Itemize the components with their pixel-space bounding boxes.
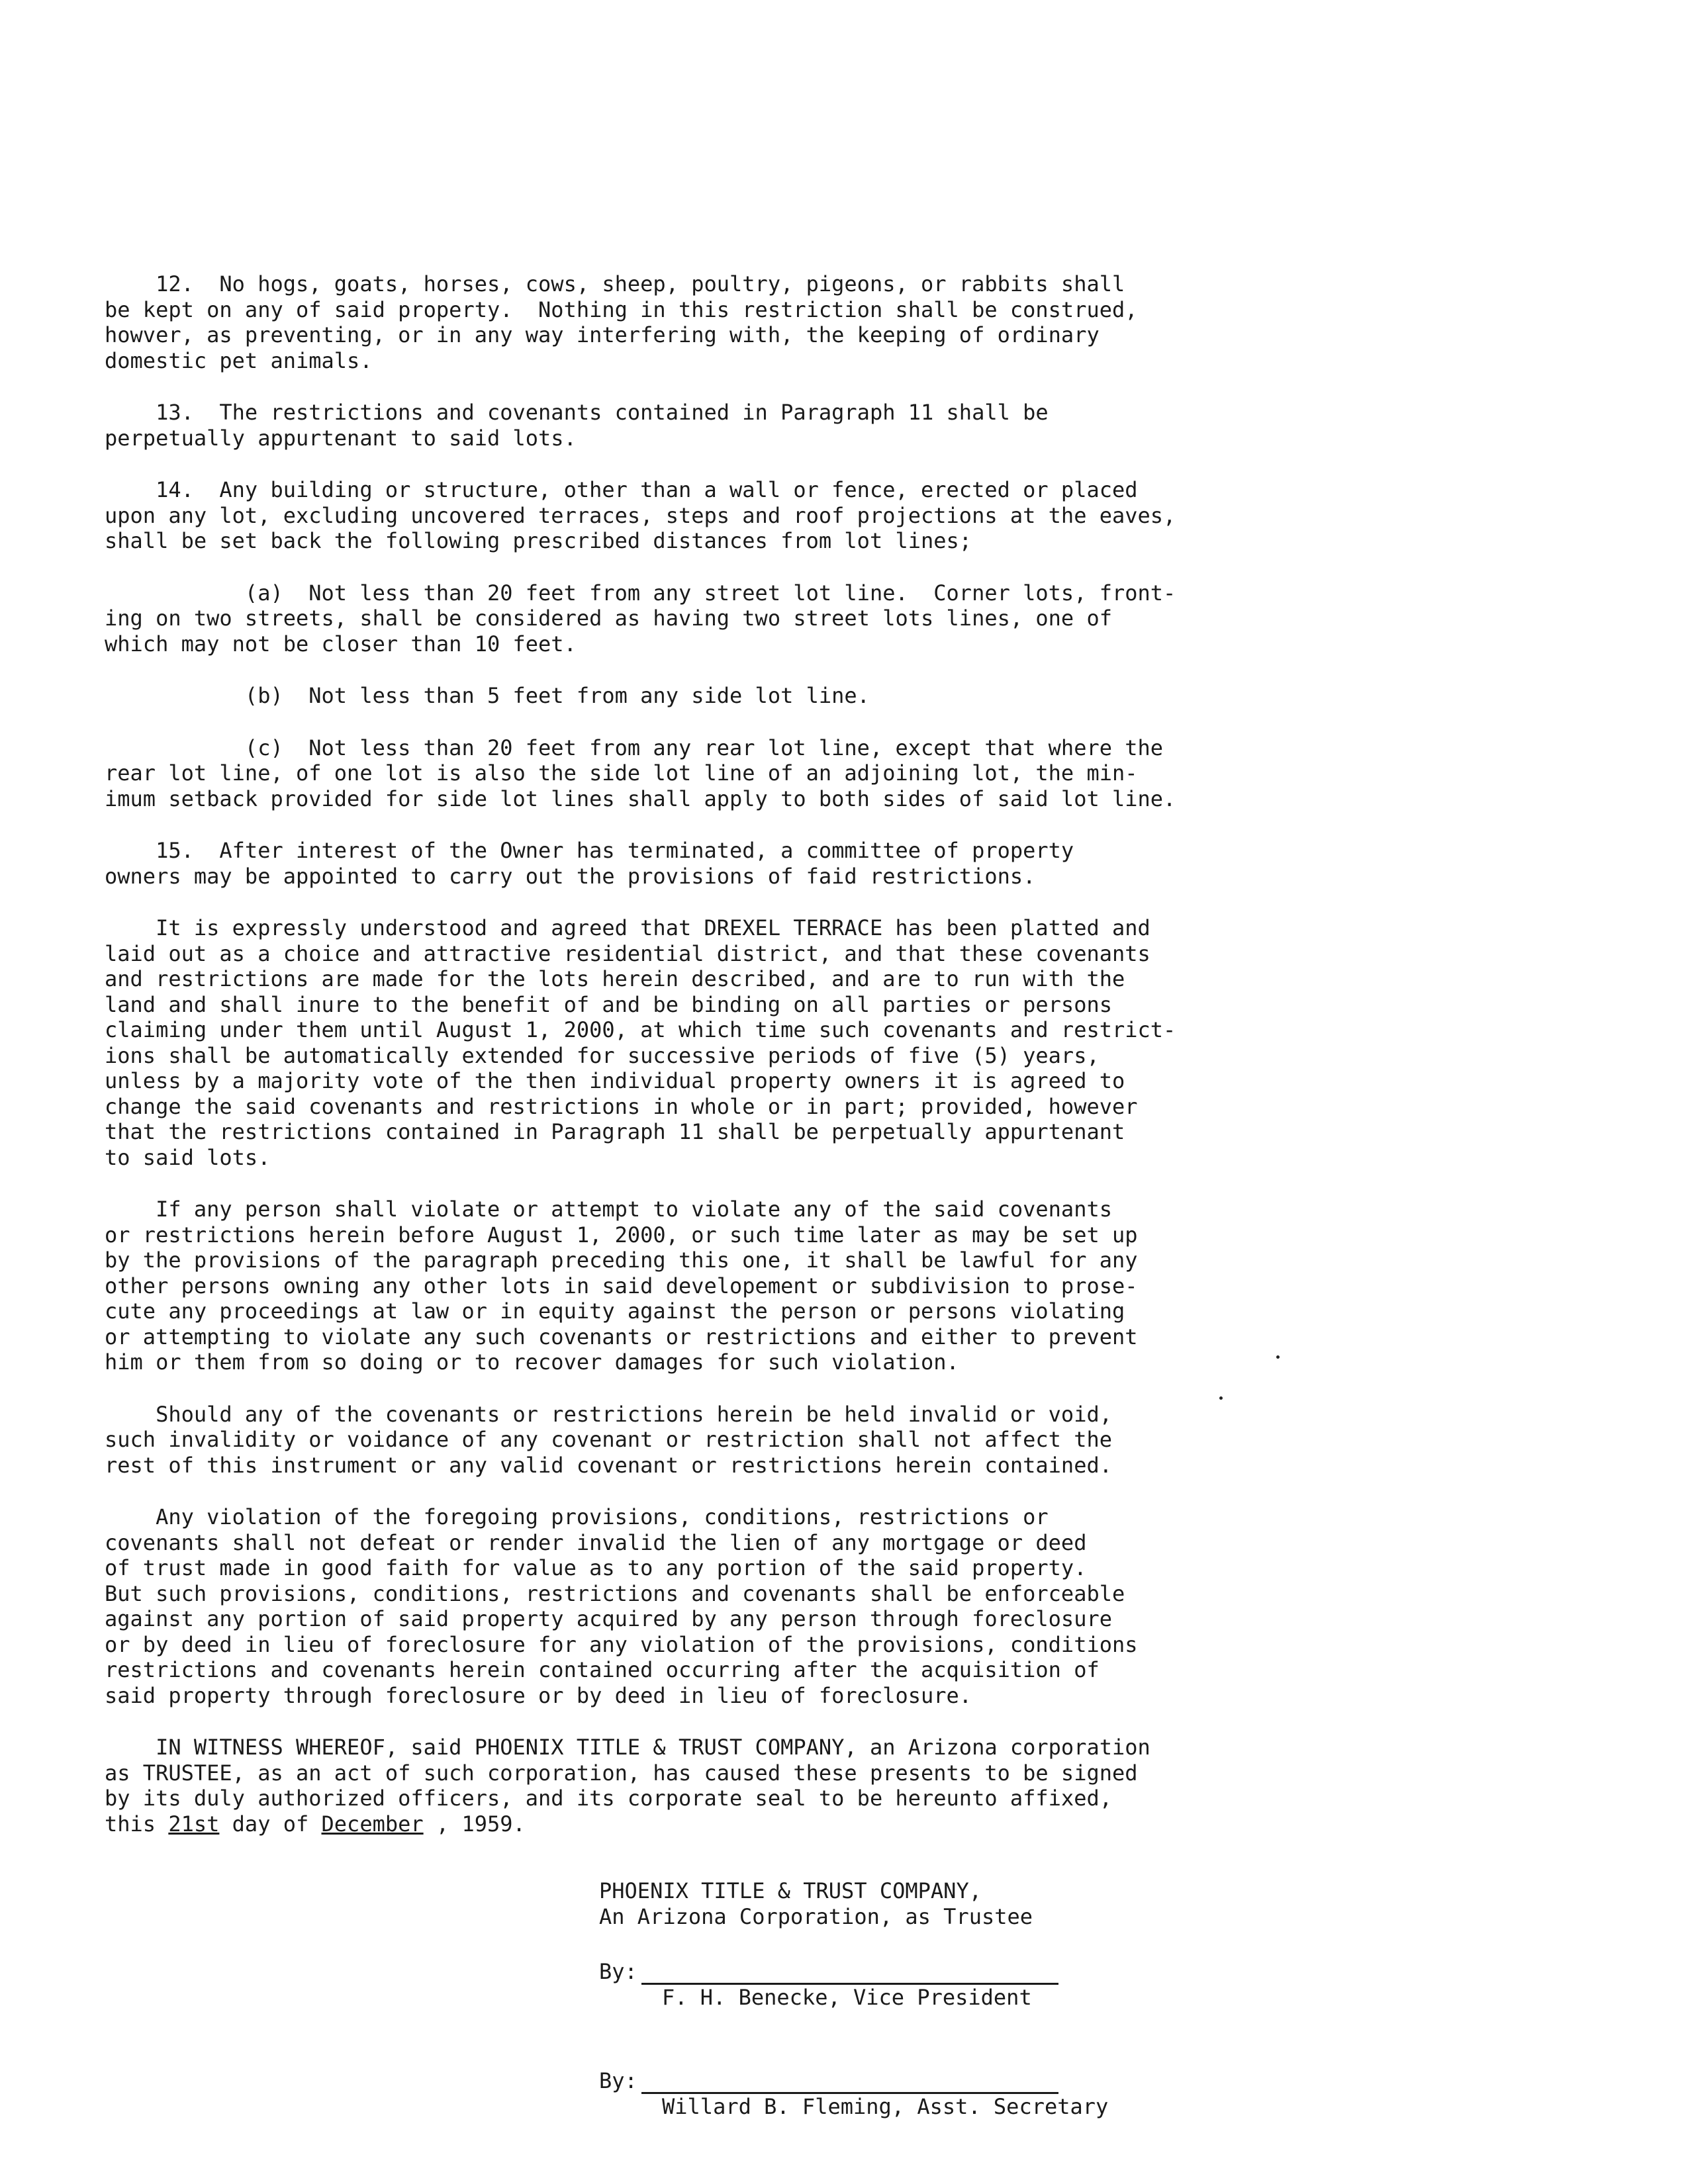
text-line: If any person shall violate or attempt to violate any of the said covenants	[105, 1197, 1112, 1222]
text-line: (c) Not less than 20 feet from any rear lot line, except that where the	[105, 735, 1164, 760]
signature-rule	[641, 1963, 1058, 1985]
scan-speck	[1219, 1396, 1223, 1400]
paragraph-p14	[105, 477, 1270, 554]
text-line: rear lot line, of one lot is also the side lot line of an adjoining lot, the min-	[105, 760, 1138, 786]
text-line: upon any lot, excluding uncovered terraces, steps and roof projections at the eaves,	[105, 502, 1176, 528]
text-line: be kept on any of said property. Nothing in this restriction shall be construed,	[105, 296, 1138, 322]
text-line: Should any of the covenants or restrictions herein be held invalid or void,	[105, 1401, 1112, 1427]
text-line: of trust made in good faith for value as to any portion of the said property.	[105, 1555, 1087, 1580]
witness-month: December	[321, 1811, 424, 1837]
text-line: rest of this instrument or any valid covenant or restrictions herein contained.	[105, 1452, 1112, 1478]
witness-day: 21st	[168, 1811, 220, 1837]
paragraph-p13	[105, 400, 1270, 451]
text-line: to said lots.	[105, 1144, 271, 1170]
text-line: land and shall inure to the benefit of and be binding on all parties or persons	[105, 991, 1112, 1017]
text-line: domestic pet animals.	[105, 347, 373, 373]
text-line: ions shall be automatically extended for successive periods of five (5) years,	[105, 1042, 1100, 1068]
text-line: by the provisions of the paragraph preceding this one, it shall be lawful for any	[105, 1248, 1138, 1273]
signature-company-block	[599, 1878, 1033, 1929]
paragraph-p-violate	[105, 1197, 1270, 1375]
document-body	[105, 271, 1270, 1863]
paragraphs	[105, 271, 1270, 1708]
scan-speck	[1276, 1355, 1280, 1359]
text-line: against any portion of said property acquired by any person through foreclosure	[105, 1606, 1112, 1631]
signer-name: F. H. Benecke, Vice President	[662, 1984, 1032, 2010]
text-line: 14. Any building or structure, other than a wall or fence, erected or placed	[105, 477, 1138, 502]
text-line: or by deed in lieu of foreclosure for any violation of the provisions, conditions	[105, 1631, 1138, 1657]
paragraph-p14c	[105, 735, 1270, 812]
text-line: or restrictions herein before August 1, 2000, or such time later as may be set up	[105, 1222, 1138, 1248]
text-line: other persons owning any other lots in said developement or subdivision to prose-	[105, 1273, 1138, 1298]
text-line: 15. After interest of the Owner has terminated, a committee of property	[105, 838, 1074, 863]
text-line: said property through foreclosure or by deed in lieu of foreclosure.	[105, 1682, 972, 1708]
text-line: that the restrictions contained in Paragraph 11 shall be perpetually appurtenant	[105, 1119, 1125, 1144]
paragraph-p14a	[105, 580, 1270, 657]
text-line: imum setback provided for side lot lines shall apply to both sides of said lot line.	[105, 786, 1176, 811]
text-line: which may not be closer than 10 feet.	[105, 631, 577, 657]
text-line: such invalidity or voidance of any covenant or restriction shall not affect the	[105, 1427, 1112, 1452]
witness-date-line: this 21st day of December , 1959.	[105, 1811, 526, 1837]
text-line: restrictions and covenants herein contained occurring after the acquisition of	[105, 1657, 1100, 1682]
witness-line: as TRUSTEE, as an act of such corporation, has caused these presents to be signed	[105, 1760, 1138, 1786]
paragraph-p-invalid	[105, 1402, 1270, 1479]
paragraph-p15	[105, 838, 1270, 889]
text-line: change the said covenants and restrictions in whole or in part; provided, however	[105, 1093, 1138, 1119]
text-line: It is expressly understood and agreed that DREXEL TERRACE has been platted and	[105, 915, 1150, 940]
signature-line-1	[599, 1959, 1058, 2010]
text-line: claiming under them until August 1, 2000, at which time such covenants and restrict-	[105, 1017, 1176, 1042]
text-line: shall be set back the following prescribed distances from lot lines;	[105, 528, 972, 553]
text-line: cute any proceedings at law or in equity against the person or persons violating	[105, 1298, 1125, 1324]
signature-line-2	[599, 2068, 1108, 2119]
signature-rule	[641, 2072, 1058, 2094]
by-label: By:	[599, 1959, 637, 1984]
by-label: By:	[599, 2068, 637, 2093]
paragraph-p-mortgage	[105, 1504, 1270, 1708]
text-line: him or them from so doing or to recover damages for such violation.	[105, 1349, 959, 1375]
paragraph-p14b	[105, 683, 1270, 709]
paragraph-p-understood	[105, 915, 1270, 1170]
text-line: 12. No hogs, goats, horses, cows, sheep, poultry, pigeons, or rabbits shall	[105, 271, 1125, 296]
text-line: howver, as preventing, or in any way interfering with, the keeping of ordinary	[105, 322, 1100, 347]
company-name: PHOENIX TITLE & TRUST COMPANY,	[599, 1878, 982, 1903]
text-line: covenants shall not defeat or render invalid the lien of any mortgage or deed	[105, 1529, 1087, 1555]
witness-year: 1959.	[461, 1811, 526, 1837]
text-line: Any violation of the foregoing provisions, conditions, restrictions or	[105, 1504, 1049, 1529]
text-line: unless by a majority vote of the then individual property owners it is agreed to	[105, 1068, 1125, 1093]
text-line: ing on two streets, shall be considered as having two street lots lines, one of	[105, 606, 1112, 631]
witness-line: by its duly authorized officers, and its corporate seal to be hereunto affixed,	[105, 1786, 1112, 1811]
text-line: (a) Not less than 20 feet from any street lot line. Corner lots, front-	[105, 580, 1176, 606]
text-line: and restrictions are made for the lots herein described, and are to run with the	[105, 966, 1125, 991]
text-line: (b) Not less than 5 feet from any side lot line.	[105, 683, 870, 708]
paragraph-p12	[105, 271, 1270, 373]
witness-paragraph	[105, 1735, 1270, 1837]
witness-line: IN WITNESS WHEREOF, said PHOENIX TITLE & TRUST COMPANY, an Arizona corporation	[105, 1735, 1150, 1760]
signer-name: Willard B. Fleming, Asst. Secretary	[662, 2093, 1109, 2119]
text-line: 13. The restrictions and covenants contained in Paragraph 11 shall be	[105, 400, 1049, 425]
text-line: perpetually appurtenant to said lots.	[105, 425, 577, 451]
text-line: owners may be appointed to carry out the provisions of faid restrictions.	[105, 863, 1036, 889]
text-line: laid out as a choice and attractive residential district, and that these covenants	[105, 940, 1150, 966]
text-line: But such provisions, conditions, restrictions and covenants shall be enforceable	[105, 1580, 1125, 1606]
company-description: An Arizona Corporation, as Trustee	[599, 1903, 1033, 1929]
text-line: or attempting to violate any such covenants or restrictions and either to prevent	[105, 1324, 1138, 1349]
